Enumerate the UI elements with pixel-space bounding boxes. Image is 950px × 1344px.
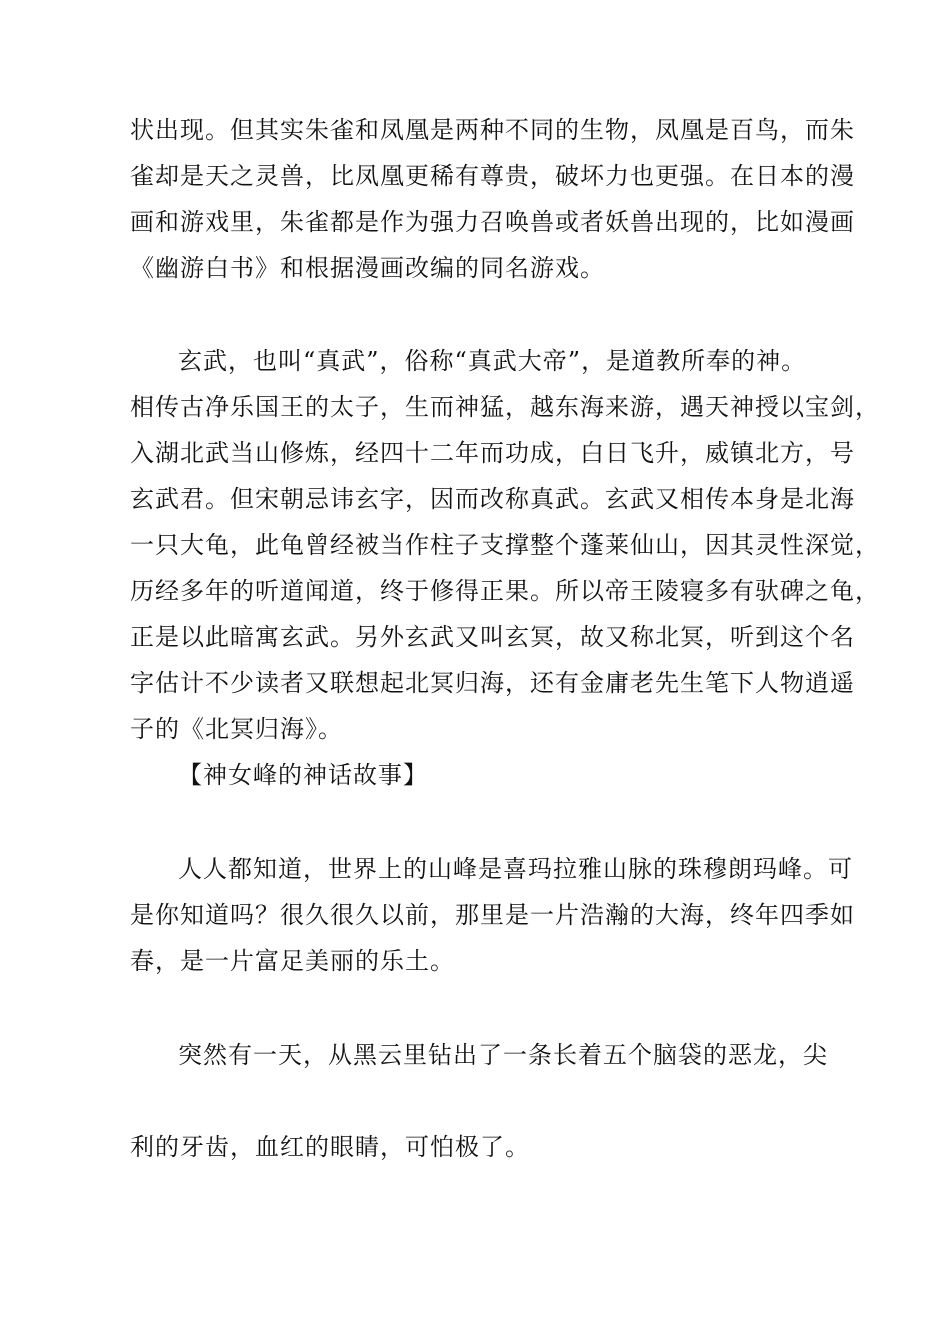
paragraph-2-line-7: 正是以此暗寓玄武。另外玄武又叫玄冥，故又称北冥，听到这个名 xyxy=(130,623,855,651)
paragraph-5-line-1: 利的牙齿，血红的眼睛，可怕极了。 xyxy=(130,1133,530,1161)
paragraph-1-line-4: 《幽游白书》和根据漫画改编的同名游戏。 xyxy=(130,254,605,282)
paragraph-3-line-3: 春，是一片富足美丽的乐土。 xyxy=(130,947,455,975)
paragraph-1-line-3: 画和游戏里，朱雀都是作为强力召唤兽或者妖兽出现的，比如漫画 xyxy=(130,208,855,236)
paragraph-2-line-8: 字估计不少读者又联想起北冥归海，还有金庸老先生笔下人物逍遥 xyxy=(130,669,855,697)
paragraph-2-line-5: 一只大龟，此龟曾经被当作柱子支撑整个蓬莱仙山，因其灵性深觉， xyxy=(130,531,880,559)
paragraph-2-line-4: 玄武君。但宋朝忌讳玄字，因而改称真武。玄武又相传本身是北海 xyxy=(130,485,855,513)
paragraph-1-line-1: 状出现。但其实朱雀和凤凰是两种不同的生物，凤凰是百鸟，而朱 xyxy=(130,116,855,144)
paragraph-2-line-1: 玄武，也叫“真武”，俗称“真武大帝”，是道教所奉的神。 xyxy=(178,347,807,375)
paragraph-2-line-2: 相传古净乐国王的太子，生而神猛，越东海来游，遇天神授以宝剑， xyxy=(130,393,880,421)
paragraph-1-line-2: 雀却是天之灵兽，比凤凰更稀有尊贵，破坏力也更强。在日本的漫 xyxy=(130,162,855,190)
paragraph-2-line-3: 入湖北武当山修炼，经四十二年而功成，白日飞升，威镇北方，号 xyxy=(130,439,855,467)
paragraph-2-line-9: 子的《北冥归海》。 xyxy=(130,715,343,743)
paragraph-4-line-1: 突然有一天，从黑云里钻出了一条长着五个脑袋的恶龙，尖 xyxy=(178,1041,828,1069)
paragraph-2-line-6: 历经多年的听道闻道，终于修得正果。所以帝王陵寝多有驮碑之龟， xyxy=(130,577,880,605)
section-heading: 【神女峰的神话故事】 xyxy=(178,761,428,789)
paragraph-3-line-2: 是你知道吗？很久很久以前，那里是一片浩瀚的大海，终年四季如 xyxy=(130,901,855,929)
paragraph-3-line-1: 人人都知道，世界上的山峰是喜玛拉雅山脉的珠穆朗玛峰。可 xyxy=(178,855,853,883)
